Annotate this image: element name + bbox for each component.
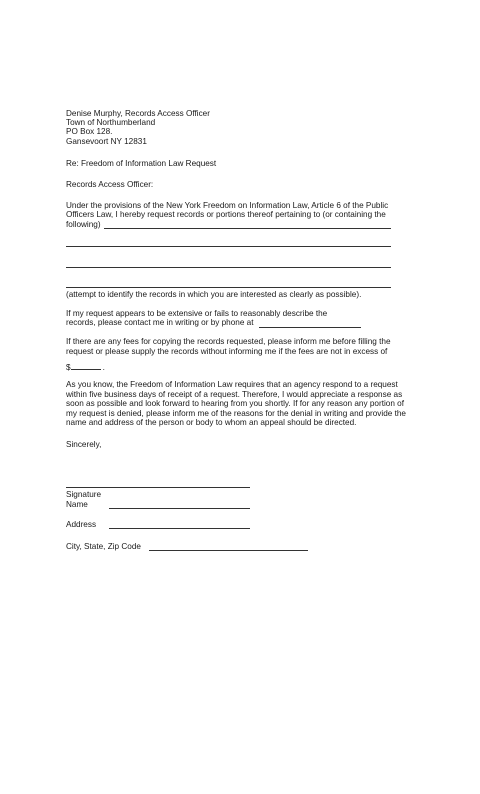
records-blank-3[interactable] [66,267,391,268]
fees-line-1: If there are any fees for copying the records requested, please inform me before filling the [66,337,391,346]
city-state-zip-label: City, State, Zip Code [66,542,141,551]
records-blank-2[interactable] [66,246,391,247]
recipient-name: Denise Murphy, Records Access Officer [66,109,210,118]
signature-label: Signature [66,490,102,499]
extensive-line-2: records, please contact me in writing or by phone at [66,318,254,327]
re-line: Re: Freedom of Information Law Request [66,159,217,168]
fee-period: . [102,363,105,372]
address-label: Address [66,520,97,529]
fee-limit [66,362,105,373]
intro-line-2: Officers Law, I hereby request records or portions thereof pertaining to (or containing the [66,210,386,219]
salutation: Records Access Officer: [66,180,154,189]
records-blank-1[interactable] [104,228,391,229]
extensive-line-1: If my request appears to be extensive or fails to reasonably describe the [66,309,328,318]
phone-blank[interactable] [259,327,361,328]
identify-note: (attempt to identify the records in which you are interested as clearly as possible). [66,290,362,299]
intro-line-3: following) [66,220,101,229]
recipient-city: Gansevoort NY 12831 [66,137,147,146]
name-label: Name [66,500,88,509]
closing-line-3: soon as possible and look forward to hearing from you shortly. If for any reason any portion of [66,399,404,408]
recipient-po-box: PO Box 128. [66,127,113,136]
closing-line-2: within five business days of receipt of a request. Therefore, I would appreciate a response as [66,390,403,399]
intro-line-1: Under the provisions of the New York Freedom on Information Law, Article 6 of the Public [66,201,389,210]
fees-line-2: request or please supply the records without informing me if the fees are not in excess of [66,347,388,356]
closing-line-4: my request is denied, please inform me of the reasons for the denial in writing and provide the [66,409,406,418]
address-blank[interactable] [109,528,250,529]
records-blank-4[interactable] [66,287,391,288]
signature-blank[interactable] [66,487,250,488]
closing-line-5: name and address of the person or body to whom an appeal should be directed. [66,418,357,427]
name-blank[interactable] [109,508,250,509]
sign-off: Sincerely, [66,440,102,449]
city-state-zip-blank[interactable] [149,550,308,551]
recipient-town: Town of Northumberland [66,118,156,127]
closing-line-1: As you know, the Freedom of Information Law requires that an agency respond to a request [66,380,398,389]
dollar-sign: $ [66,363,71,372]
fee-amount-blank[interactable] [71,362,101,370]
